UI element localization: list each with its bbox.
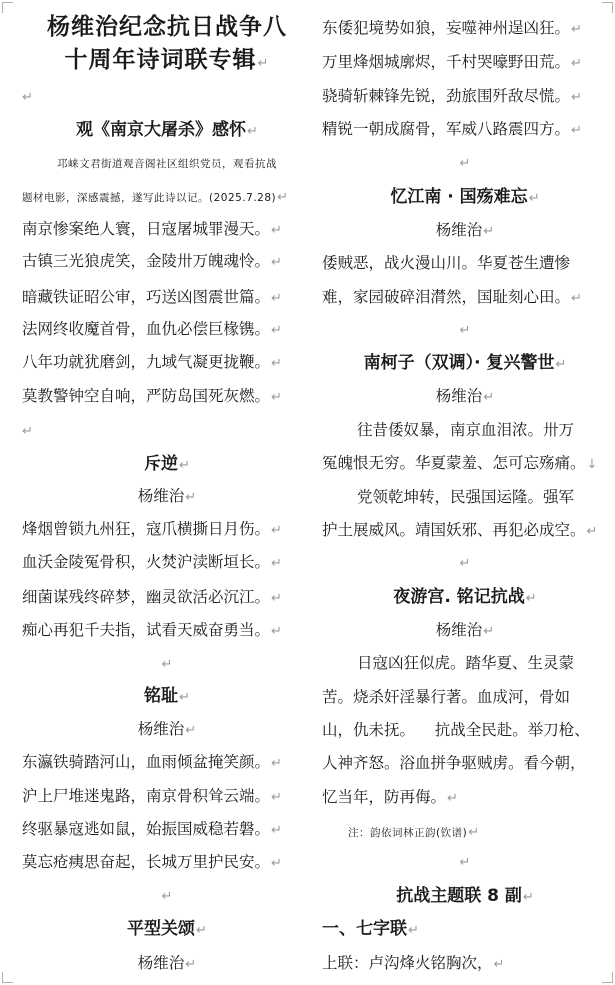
poem-title: 斥逆↵ bbox=[144, 454, 190, 474]
poem-line: 细菌谋残终碎梦，幽灵欲活必沉江。↵ bbox=[22, 588, 282, 606]
couplet-line: 上联：卢沟烽火铭胸次，↵ bbox=[322, 954, 505, 972]
document-title-line-1: 杨维治纪念抗日战争八 bbox=[47, 14, 287, 40]
page-corner-mark bbox=[602, 2, 613, 13]
poem-line: 党领乾坤转，民强国运隆。强军 bbox=[357, 488, 575, 506]
poem-line: 血沃金陵冤骨积，火焚沪渎断垣长。↵ bbox=[22, 553, 282, 571]
paragraph-mark: ↵ bbox=[459, 855, 471, 870]
section-heading: 一、七字联↵ bbox=[322, 919, 419, 939]
paragraph-mark: ↵ bbox=[161, 889, 173, 904]
page-corner-mark bbox=[2, 972, 13, 983]
paragraph-mark: ↵ bbox=[161, 657, 173, 672]
poem-note: 题材电影，深感震撼，遂写此诗以记。(2025.7.28)↵ bbox=[22, 190, 289, 205]
poem-line: 护土展威风。靖国妖邪、再犯必成空。↵ bbox=[322, 521, 598, 539]
poem-line: 烽烟曾锁九州狂，寇爪横撕日月伤。↵ bbox=[22, 520, 282, 538]
poem-author: 杨维治↵ bbox=[435, 221, 495, 239]
poem-line: 东倭犯境势如狼，妄噬神州逞凶狂。↵ bbox=[322, 19, 582, 37]
couplets-title: 抗战主题联 8 副↵ bbox=[396, 886, 534, 906]
poem-author: 杨维治↵ bbox=[137, 720, 197, 738]
paragraph-mark: ↵ bbox=[459, 556, 471, 571]
paragraph-mark: ↵ bbox=[459, 323, 471, 338]
poem-line: 人神齐怒。浴血拼争驱贼虏。看今朝， bbox=[322, 754, 586, 772]
poem-line: 骁骑斩棘锋先锐，劲旅围歼敌尽慌。↵ bbox=[322, 87, 582, 105]
poem-line: 冤魄恨无穷。华夏蒙羞、怎可忘殇痛。↓ bbox=[322, 454, 598, 472]
poem-author: 杨维治↵ bbox=[137, 487, 197, 505]
poem-author: 杨维治↵ bbox=[137, 954, 197, 972]
poem-line: 莫教警钟空自响，严防岛国死灰燃。↵ bbox=[22, 387, 282, 405]
poem-line: 终驱暴寇逃如鼠，始振国威稳若磐。↵ bbox=[22, 820, 282, 838]
poem-line: 东瀛铁骑踏河山，血雨倾盆掩笑颜。↵ bbox=[22, 753, 282, 771]
poem-title: 平型关颂↵ bbox=[127, 919, 207, 939]
poem-line: 沪上尸堆迷鬼路，南京骨积耸云端。↵ bbox=[22, 787, 282, 805]
poem-line: 往昔倭奴暴，南京血泪浓。卅万 bbox=[357, 421, 575, 439]
poem-title: 观《南京大屠杀》感怀↵ bbox=[76, 120, 258, 140]
page-corner-mark bbox=[602, 972, 613, 983]
poem-line: 倭贼恶，战火漫山川。华夏苍生遭惨 bbox=[322, 254, 571, 272]
page-corner-mark bbox=[2, 2, 13, 13]
poem-line: 八年功就犹磨剑，九域气凝更拢鞭。↵ bbox=[22, 353, 282, 371]
poem-line: 痴心再犯千夫指，试看天威奋勇当。↵ bbox=[22, 621, 282, 639]
poem-line: 忆当年，防再侮。↵ bbox=[322, 788, 458, 806]
paragraph-mark: ↵ bbox=[459, 156, 471, 171]
poem-line: 万里烽烟城廓烬，千村哭嚎野田荒。↵ bbox=[322, 53, 582, 71]
poem-title: 忆江南 · 国殇难忘↵ bbox=[390, 187, 540, 207]
document-title-line-2: 十周年诗词联专辑↵ bbox=[64, 47, 270, 73]
poem-line: 暗藏铁证昭公审，巧送凶图震世篇。↵ bbox=[22, 288, 282, 306]
poem-title: 夜游宫. 铭记抗战↵ bbox=[393, 587, 537, 607]
poem-line: 南京惨案绝人寰，日寇屠城罪漫天。↵ bbox=[22, 220, 282, 238]
poem-author: 杨维治↵ bbox=[435, 621, 495, 639]
poem-line: 难，家园破碎泪潸然，国耻刻心田。↵ bbox=[322, 288, 582, 306]
poem-title: 南柯子（双调）· 复兴警世↵ bbox=[363, 353, 567, 373]
poem-line: 精锐一朝成腐骨，军威八路震四方。↵ bbox=[322, 120, 582, 138]
poem-line: 莫忘疮痍思奋起，长城万里护民安。↵ bbox=[22, 853, 282, 871]
poem-line: 古镇三光狼虎笑，金陵卅万魄魂怜。↵ bbox=[22, 252, 282, 270]
poem-author: 杨维治↵ bbox=[435, 387, 495, 405]
poem-note: 邛崃文君街道观音阁社区组织党员，观看抗战 bbox=[57, 158, 277, 170]
poem-note: 注：韵依词林正韵(钦谱)↵ bbox=[348, 825, 480, 840]
paragraph-mark: ↵ bbox=[22, 424, 33, 439]
poem-line: 法网终收魔首骨，血仇必偿巨椽镌。↵ bbox=[22, 320, 282, 338]
poem-title: 铭耻↵ bbox=[144, 686, 190, 706]
poem-line: 山，仇未抚。 抗战全民赴。举刀枪、 bbox=[322, 721, 590, 739]
poem-line: 苦。烧杀奸淫暴行著。血成河，骨如 bbox=[322, 688, 571, 706]
paragraph-mark: ↵ bbox=[22, 90, 33, 105]
poem-line: 日寇凶狂似虎。踏华夏、生灵蒙 bbox=[357, 654, 575, 672]
